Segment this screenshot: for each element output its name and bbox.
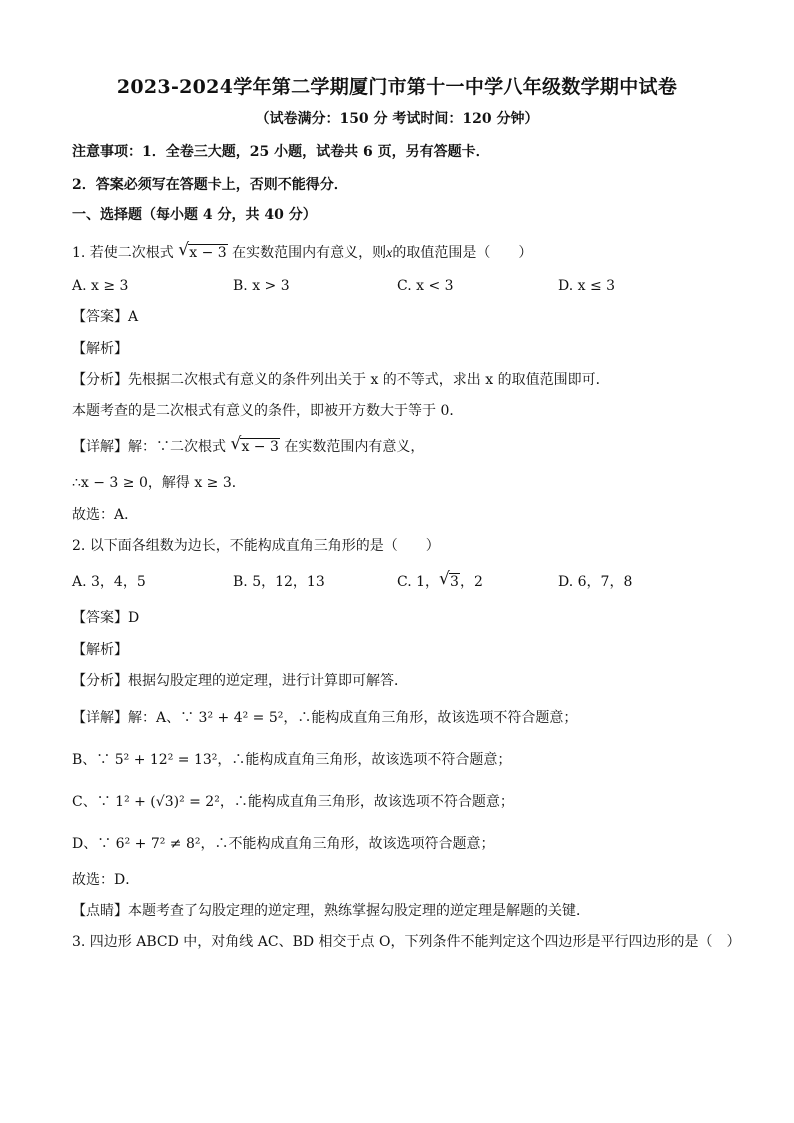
q1-detail-radical: √ x − 3 — [230, 434, 279, 455]
q2-summary — [72, 902, 590, 920]
q1-analysis-text: 先根据二次根式有意义的条件列出关于 x 的不等式，求出 x 的取值范围即可． — [128, 372, 610, 388]
question-1-stem — [72, 240, 533, 263]
page-subtitle: （试卷满分：150 分 考试时间：120 分钟） — [255, 111, 539, 127]
q1-detail-radicand: x − 3 — [241, 439, 279, 455]
q2-detail-a — [72, 709, 577, 727]
q2-summary-text: 本题考查了勾股定理的逆定理，熟练掌握勾股定理的逆定理是解题的关键． — [128, 903, 590, 919]
q2-detail-d: D、∵ 6² + 7² ≠ 8²，∴不能构成直角三角形，故该选项符合题意； — [72, 836, 495, 852]
q1-radicand: x − 3 — [189, 245, 227, 261]
q1-detail — [72, 434, 425, 456]
q2-option-d: D. 6，7，8 — [558, 574, 633, 590]
q2-option-a: A. 3，4，5 — [72, 574, 146, 590]
q1-step: ∴x − 3 ≥ 0，解得 x ≥ 3． — [72, 475, 246, 491]
question-3-stem: 3. 四边形 ABCD 中，对角线 AC、BD 相交于点 O，下列条件不能判定这个四边形是平行四边形的是（ ） — [72, 934, 741, 950]
q1-detail-text-b: 在实数范围内有意义， — [284, 439, 425, 455]
q2-jiexi: 【解析】 — [72, 642, 128, 658]
q2-analysis-tag: 【分析】 — [72, 673, 128, 689]
q2-option-c-text-a: C. 1， — [397, 574, 440, 590]
q1-stem-text-b: 在实数范围内有意义，则 — [232, 245, 387, 261]
q2-option-c-text-b: ，2 — [459, 574, 483, 590]
q1-stem-text-a: 1. 若使二次根式 — [72, 245, 174, 261]
q2-detail-c: C、∵ 1² + (√3)² = 2²，∴能构成直角三角形，故该选项不符合题意； — [72, 794, 514, 810]
q2-answer-tag: 【答案】 — [72, 610, 128, 626]
q2-option-b: B. 5，12，13 — [233, 574, 325, 590]
q1-analysis-tag: 【分析】 — [72, 372, 128, 388]
q2-answer — [72, 609, 139, 627]
q1-detail-text-a: 解：∵二次根式 — [128, 439, 226, 455]
section-heading: 一、选择题（每小题 4 分，共 40 分） — [72, 207, 317, 223]
q1-jiexi: 【解析】 — [72, 341, 128, 357]
q1-choose: 故选：A． — [72, 507, 139, 523]
q2-detail-b: B、∵ 5² + 12² = 13²，∴能构成直角三角形，故该选项不符合题意； — [72, 752, 512, 768]
q2-option-c — [397, 569, 483, 591]
q2-detail-tag: 【详解】 — [72, 710, 128, 726]
q1-note: 本题考查的是二次根式有意义的条件，即被开方数大于等于 0． — [72, 403, 464, 419]
q2-analysis-text: 根据勾股定理的逆定理，进行计算即可解答． — [128, 673, 408, 689]
q1-stem-text-c: 的取值范围是（ ） — [392, 245, 533, 261]
q1-detail-tag: 【详解】 — [72, 439, 128, 455]
notice-line-1: 注意事项：1．全卷三大题，25 小题，试卷共 6 页，另有答题卡． — [72, 144, 490, 160]
q1-answer-tag: 【答案】 — [72, 309, 128, 325]
q2-detail-a-text: 解：A、∵ 3² + 4² = 5²，∴能构成直角三角形，故该选项不符合题意； — [128, 710, 578, 726]
q1-option-a: A. x ≥ 3 — [72, 278, 129, 294]
q2-answer-value: D — [128, 610, 140, 626]
q2-option-c-radicand: 3 — [450, 574, 459, 590]
q1-option-c: C. x < 3 — [397, 278, 454, 294]
q1-answer-value: A — [128, 309, 139, 325]
notice-line-2: 2．答案必须写在答题卡上，否则不能得分． — [72, 177, 348, 193]
question-2-stem: 2. 以下面各组数为边长，不能构成直角三角形的是（ ） — [72, 538, 440, 554]
q1-var: x — [386, 246, 393, 261]
q2-summary-tag: 【点睛】 — [72, 903, 128, 919]
q1-option-b: B. x > 3 — [233, 278, 290, 294]
q1-analysis — [72, 371, 610, 389]
page-title: 2023-2024学年第二学期厦门市第十一中学八年级数学期中试卷 — [116, 76, 678, 98]
q1-answer — [72, 308, 138, 326]
q2-option-c-radical: √ 3 — [439, 569, 459, 590]
q1-option-d: D. x ≤ 3 — [558, 278, 616, 294]
q1-radical: √ x − 3 — [178, 240, 227, 261]
q2-analysis — [72, 672, 408, 690]
q2-choose: 故选：D． — [72, 872, 140, 888]
